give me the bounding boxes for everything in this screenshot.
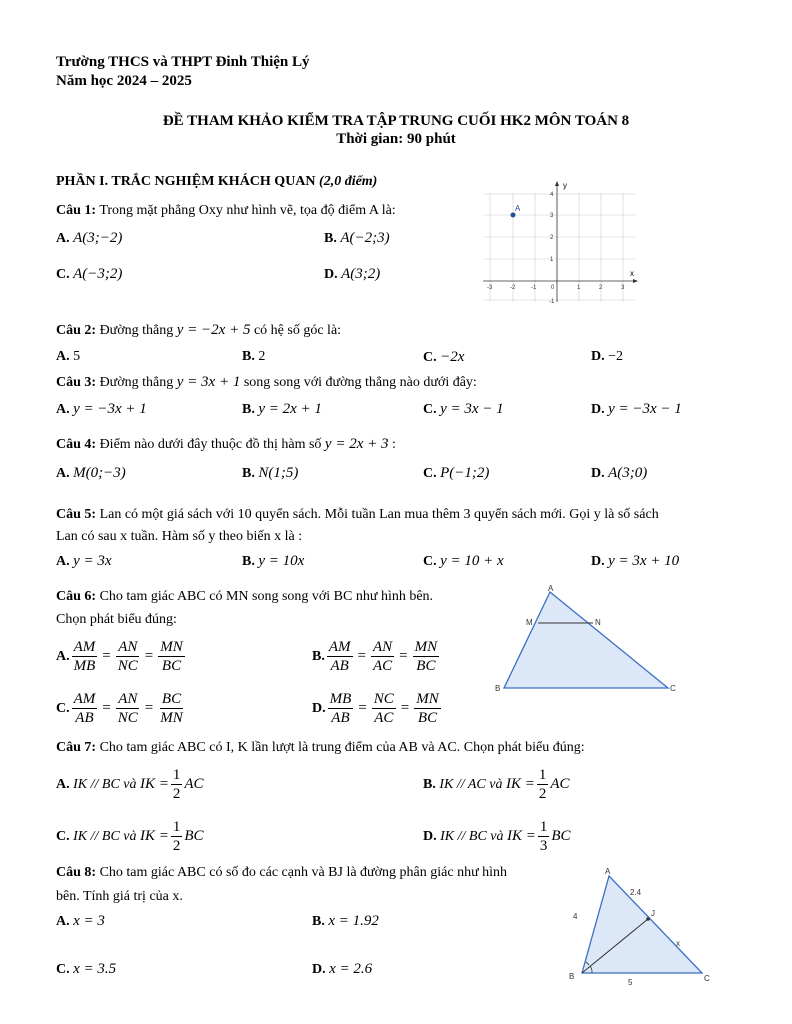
q2-option-c[interactable]: C. −2x xyxy=(423,349,465,365)
q3-option-a[interactable]: A. y = −3x + 1 xyxy=(56,401,147,417)
grid-lines xyxy=(483,193,636,302)
x-tick-0: 0 xyxy=(551,285,555,291)
q4-option-c[interactable]: C. P(−1;2) xyxy=(423,465,490,481)
q4-option-b[interactable]: B. N(1;5) xyxy=(242,465,299,481)
q1-stem xyxy=(56,203,396,219)
q2-option-a[interactable]: A. 5 xyxy=(56,349,81,364)
y-tick-neg1: -1 xyxy=(549,299,555,305)
q5-stem-line1: Câu 5: Lan có một giá sách với 10 quyển sách. Mỗi tuần Lan mua thêm 3 quyển sách mới. Gọi y là số sách xyxy=(56,507,659,522)
q8-vertex-b-label: B xyxy=(569,972,575,981)
q8-option-d[interactable]: D. x = 2.6 xyxy=(312,961,373,977)
q5-stem-line2: Lan có sau x tuần. Hàm số y theo biến x là : xyxy=(56,529,303,544)
label-bc: 5 xyxy=(628,978,633,987)
q6-triangle-figure xyxy=(492,580,682,698)
q4-option-a[interactable]: A. M(0;−3) xyxy=(56,465,126,481)
q3-stem: Câu 3: Đường thẳng y = 3x + 1 song song với đường thẳng nào dưới đây: xyxy=(56,374,477,390)
exam-title: ĐỀ THAM KHẢO KIỂM TRA TẬP TRUNG CUỐI HK2 MÔN TOÁN 8 xyxy=(162,113,630,129)
point-a xyxy=(511,213,516,218)
q3-option-c[interactable]: C. y = 3x − 1 xyxy=(423,401,504,417)
x-tick-1: 1 xyxy=(577,285,581,291)
q3-option-d[interactable]: D. y = −3x − 1 xyxy=(591,401,682,417)
part1-label: PHẦN I. TRẮC NGHIỆM KHÁCH QUAN xyxy=(56,174,316,189)
q2-option-d[interactable]: D. −2 xyxy=(591,349,624,364)
point-j xyxy=(646,917,650,921)
q6-option-b[interactable]: B. $\frac{AM}{AB}$ = $\frac{AN}{AC}$ = $\frac{MN}{BC}$ xyxy=(312,639,438,674)
q5-option-d[interactable]: D. y = 3x + 10 xyxy=(591,553,680,569)
q7-stem: Câu 7: Cho tam giác ABC có I, K lần lượt là trung điểm của AB và AC. Chọn phát biểu đúng: xyxy=(56,740,585,755)
q8-triangle-figure xyxy=(562,862,724,992)
q8-option-c[interactable]: C. x = 3.5 xyxy=(56,961,117,977)
x-tick-neg2: -2 xyxy=(510,285,516,291)
school-name: Trường THCS và THPT Đinh Thiện Lý xyxy=(56,54,310,70)
y-axis-label: y xyxy=(563,181,567,190)
x-axis-label: x xyxy=(630,269,634,278)
q7-option-d[interactable]: D. IK // BC và IK = $\frac{1}{3}$ BC xyxy=(423,819,571,854)
q1-a-text: A(3;−2) xyxy=(73,230,123,246)
part1-heading xyxy=(56,174,377,190)
q1-d-text: A(3;2) xyxy=(341,266,381,282)
q4-expr: y = 2x + 3 xyxy=(324,436,389,452)
q8-option-b[interactable]: B. x = 1.92 xyxy=(312,913,379,929)
q1-text: Trong mặt phẳng Oxy như hình vẽ, tọa độ điểm A là: xyxy=(99,203,396,218)
q8-stem-line1: Câu 8: Cho tam giác ABC có số đo các cạnh và BJ là đường phân giác như hình xyxy=(56,865,508,880)
x-tick-neg3: -3 xyxy=(487,285,493,291)
q1-option-d[interactable]: D. A(3;2) xyxy=(324,266,381,282)
q6-stem-line2: Chọn phát biểu đúng: xyxy=(56,612,177,627)
q8-vertex-c-label: C xyxy=(704,974,710,983)
q8-option-a[interactable]: A. x = 3 xyxy=(56,913,105,929)
q6-option-c[interactable]: C. $\frac{AM}{AB}$ = $\frac{AN}{NC}$ = $\frac{BC}{MN}$ xyxy=(56,691,183,726)
q2-expr: y = −2x + 5 xyxy=(176,322,251,338)
q4-stem: Câu 4: Điểm nào dưới đây thuộc đồ thị hàm số y = 2x + 3 : xyxy=(56,436,396,452)
label-aj: 2.4 xyxy=(630,888,642,897)
q6-stem-line1: Câu 6: Cho tam giác ABC có MN song song với BC như hình bên. xyxy=(56,589,434,604)
q1-label: Câu 1: xyxy=(56,203,97,218)
q5-option-b[interactable]: B. y = 10x xyxy=(242,553,305,569)
point-m-label: M xyxy=(526,618,533,627)
label-jc: x xyxy=(676,939,680,948)
q2-option-b[interactable]: B. 2 xyxy=(242,349,266,364)
q2-stem: Câu 2: Đường thẳng y = −2x + 5 có hệ số góc là: xyxy=(56,322,342,338)
q7-option-c[interactable]: C. IK // BC và IK = $\frac{1}{2}$ BC xyxy=(56,819,204,854)
y-tick-2: 2 xyxy=(550,235,554,241)
q4-option-d[interactable]: D. A(3;0) xyxy=(591,465,648,481)
q8-point-j-label: J xyxy=(651,909,655,918)
q1-b-text: A(−2;3) xyxy=(340,230,390,246)
label-ab: 4 xyxy=(573,912,578,921)
q1-c-text: A(−3;2) xyxy=(73,266,123,282)
q5-option-a[interactable]: A. y = 3x xyxy=(56,553,112,569)
exam-time: Thời gian: 90 phút xyxy=(336,131,456,147)
x-tick-neg1: -1 xyxy=(531,285,537,291)
y-tick-3: 3 xyxy=(550,213,554,219)
q6-option-a[interactable]: A. $\frac{AM}{MB}$ = $\frac{AN}{NC}$ = $\frac{MN}{BC}$ xyxy=(56,639,183,674)
triangle-abc xyxy=(504,592,668,688)
part1-points: (2,0 điểm) xyxy=(319,174,378,189)
q8-stem-line2: bên. Tính giá trị của x. xyxy=(56,889,183,904)
q1-coordinate-figure xyxy=(478,178,640,306)
y-tick-4: 4 xyxy=(550,192,554,198)
x-tick-3: 3 xyxy=(621,285,625,291)
vertex-b-label: B xyxy=(495,684,501,693)
vertex-c-label: C xyxy=(670,684,676,693)
point-n-label: N xyxy=(595,618,601,627)
point-a-label: A xyxy=(515,204,521,213)
q1-option-b[interactable]: B. A(−2;3) xyxy=(324,230,390,246)
y-tick-1: 1 xyxy=(550,257,554,263)
q7-option-a[interactable]: A. IK // BC và IK = $\frac{1}{2}$ AC xyxy=(56,767,204,802)
x-tick-2: 2 xyxy=(599,285,603,291)
q1-option-c[interactable]: C. A(−3;2) xyxy=(56,266,123,282)
q8-vertex-a-label: A xyxy=(605,867,611,876)
q6-option-d[interactable]: D. $\frac{MB}{AB}$ = $\frac{NC}{AC}$ = $\frac{MN}{BC}$ xyxy=(312,691,439,726)
q3-option-b[interactable]: B. y = 2x + 1 xyxy=(242,401,322,417)
q7-option-b[interactable]: B. IK // AC và IK = $\frac{1}{2}$ AC xyxy=(423,767,570,802)
vertex-a-label: A xyxy=(548,584,554,593)
q3-expr: y = 3x + 1 xyxy=(176,374,241,390)
school-year: Năm học 2024 – 2025 xyxy=(56,73,192,89)
q5-option-c[interactable]: C. y = 10 + x xyxy=(423,553,504,569)
q1-option-a[interactable]: A. A(3;−2) xyxy=(56,230,123,246)
